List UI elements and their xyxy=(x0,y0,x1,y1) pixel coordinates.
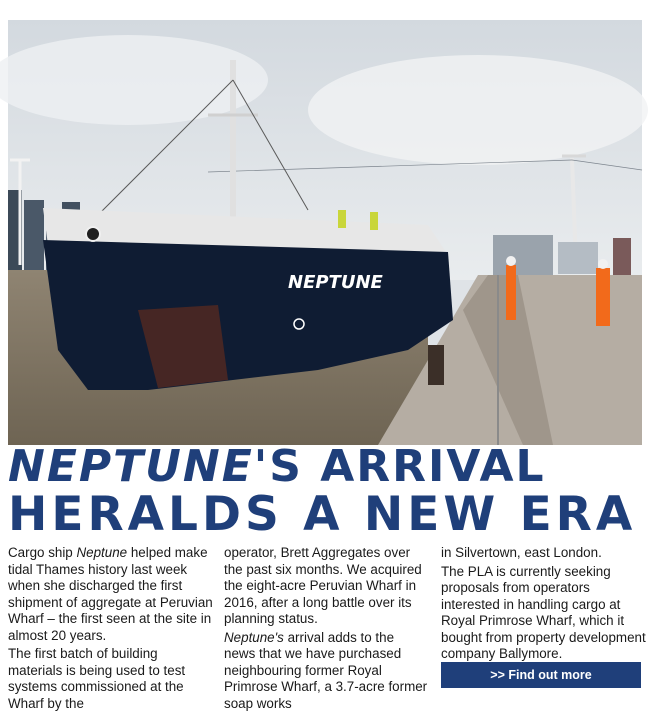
headline xyxy=(8,441,648,542)
headline-ship-name: NEPTUNE xyxy=(8,441,254,492)
col3-paragraph-1: in Silvertown, east London. xyxy=(441,545,602,560)
headline-line-1 xyxy=(8,441,648,492)
col2-paragraph-1: operator, Brett Aggregates over the past six months. We acquired the eight-acre Peruvian Wharf in 2016, after a long battle over its planning status. xyxy=(224,545,422,626)
col3-paragraph-2: The PLA is currently seeking proposals from operators interested in handling cargo at Royal Primrose Wharf, which it bought from property development company Ballymore. xyxy=(441,563,646,661)
col1-p1-ship-name: Neptune xyxy=(76,545,128,560)
col2-paragraph-2 xyxy=(224,630,429,713)
headline-line-2: HERALDS A NEW ERA xyxy=(8,487,637,542)
find-out-more-button[interactable]: >> Find out more xyxy=(441,662,641,688)
hero-photo xyxy=(8,20,642,445)
col1-p1-text-a: Cargo ship xyxy=(8,545,77,560)
article-column-2 xyxy=(224,545,429,714)
col2-p2-text: arrival adds to the news that we have purchased neighbouring former Royal Primrose Wharf, a 3.7-acre former soap works xyxy=(224,629,428,711)
headline-line-1-rest: 'S ARRIVAL xyxy=(253,441,546,492)
article-column-1 xyxy=(8,545,213,714)
col1-p1-text-b: helped make tidal Thames history last week when she discharged the first shipment of aggregate at Peruvian Wharf – the first seen at the site in almost 20 years. xyxy=(8,545,213,643)
article-column-3 xyxy=(441,545,646,665)
col1-paragraph-1 xyxy=(8,545,213,644)
ship-photo-illustration xyxy=(8,20,642,445)
col2-p2-ship-name: Neptune's xyxy=(224,629,284,645)
hull-name-text: NEPTUNE xyxy=(288,272,383,293)
col1-paragraph-2: The first batch of building materials is being used to test systems commissioned at the Wharf by the xyxy=(8,646,186,711)
